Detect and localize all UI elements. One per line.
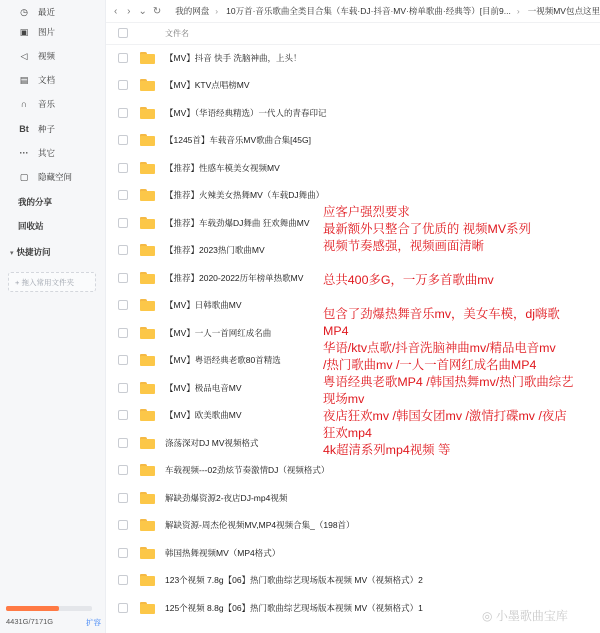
row-checkbox[interactable] xyxy=(118,383,128,393)
file-name[interactable]: 【MV】欧美歌曲MV xyxy=(165,410,242,420)
chevron-down-icon: ▾ xyxy=(10,250,14,257)
row-checkbox[interactable] xyxy=(118,245,128,255)
sidebar-item-my-share[interactable] xyxy=(0,190,105,214)
sidebar-item-label: 种子 xyxy=(38,124,56,134)
file-row[interactable] xyxy=(106,512,600,539)
file-name[interactable]: 【MV】（华语经典精选）一代人的青春印记 xyxy=(165,107,327,118)
folder-icon xyxy=(140,189,155,201)
lock-icon: ▢ xyxy=(19,171,29,182)
row-checkbox[interactable] xyxy=(118,135,128,145)
promo-line: 4k超清系列mp4视频 等 xyxy=(323,443,451,457)
sidebar-item-hidden-space[interactable] xyxy=(0,165,105,189)
file-name[interactable]: 【推荐】2023热门歌曲MV xyxy=(165,245,265,255)
chevron-right-icon: › xyxy=(516,6,520,16)
folder-icon xyxy=(140,574,155,586)
file-name[interactable]: 【MV】一人一首网红成名曲 xyxy=(165,327,272,338)
row-checkbox[interactable] xyxy=(118,273,128,283)
headphones-icon: ∩ xyxy=(20,99,28,109)
sidebar-item-label: 我的分享 xyxy=(18,197,53,207)
folder-icon xyxy=(140,52,155,64)
sidebar-item-label: 最近 xyxy=(38,7,56,17)
promo-line: 视频节奏感强，视频画面清晰 xyxy=(323,239,485,253)
row-checkbox[interactable] xyxy=(118,520,128,530)
row-checkbox[interactable] xyxy=(118,575,128,585)
row-checkbox[interactable] xyxy=(118,493,128,503)
sidebar-item-torrent[interactable] xyxy=(0,117,105,141)
promo-line xyxy=(323,255,593,272)
sidebar xyxy=(0,0,106,633)
file-row[interactable] xyxy=(106,457,600,484)
row-checkbox[interactable] xyxy=(118,53,128,63)
breadcrumb-current[interactable]: 一视频MV包点这里 xyxy=(527,6,600,16)
file-name[interactable]: 【1245首】车载音乐MV歌曲合集[45G] xyxy=(165,135,311,145)
folder-icon xyxy=(140,162,155,174)
promo-line: 包含了劲爆热舞音乐mv，美女车模，dj嗨歌 xyxy=(323,307,560,321)
breadcrumb-collection[interactable]: 10万首·音乐歌曲全类目合集（车载·DJ·抖音·MV·榜单歌曲·经典等）[目前9... xyxy=(226,6,511,16)
storage-usage-text: 4431G/7171G xyxy=(6,617,54,626)
file-name[interactable]: 涤荡深对DJ MV视频格式 xyxy=(165,437,259,448)
folder-icon xyxy=(140,217,155,229)
folder-icon xyxy=(140,327,155,339)
sidebar-item-label: 隐藏空间 xyxy=(38,172,73,182)
file-name[interactable]: 【MV】KTV点唱榜MV xyxy=(165,80,250,90)
sidebar-item-quick-access[interactable] xyxy=(0,240,105,264)
file-name[interactable]: 【推荐】性感车模美女视频MV xyxy=(165,162,280,173)
sidebar-item-recycle-bin[interactable] xyxy=(0,214,105,238)
row-checkbox[interactable] xyxy=(118,300,128,310)
file-row[interactable] xyxy=(106,99,600,126)
folder-icon xyxy=(140,244,155,256)
breadcrumb-root[interactable]: 我的网盘 xyxy=(175,6,210,16)
folder-icon xyxy=(140,354,155,366)
folder-icon xyxy=(140,547,155,559)
folder-icon xyxy=(140,107,155,119)
sidebar-item-music[interactable] xyxy=(0,92,105,116)
sidebar-item-label: 视频 xyxy=(38,51,56,61)
row-checkbox[interactable] xyxy=(118,355,128,365)
sidebar-item-label: ▾ 快捷访问 xyxy=(10,247,51,257)
folder-icon xyxy=(140,519,155,531)
folder-icon xyxy=(140,602,155,614)
sidebar-item-documents[interactable] xyxy=(0,68,105,92)
file-name[interactable]: 【推荐】2020-2022历年榜单热歌MV xyxy=(165,272,304,283)
promo-line xyxy=(323,289,593,306)
promo-line: MP4 xyxy=(323,324,349,338)
promo-line: 华语/ktv点歌/抖音洗脑神曲mv/精品电音mv xyxy=(323,341,556,355)
file-name[interactable]: 【MV】粤语经典老歌80首精选 xyxy=(165,355,281,365)
row-checkbox[interactable] xyxy=(118,548,128,558)
promo-line: 夜店狂欢mv /韩国女团mv /激情打碟mv /夜店 xyxy=(323,409,567,423)
image-icon: ▣ xyxy=(19,26,29,37)
promo-line: 狂欢mp4 xyxy=(323,426,372,440)
watermark: ◎ 小墨歌曲宝库 xyxy=(482,609,568,623)
row-checkbox[interactable] xyxy=(118,410,128,420)
promo-line: 粤语经典老歌MP4 /韩国热舞mv/热门歌曲综艺 xyxy=(323,375,574,389)
row-checkbox[interactable] xyxy=(118,438,128,448)
file-name[interactable]: 【推荐】车载劲爆DJ舞曲 狂欢舞曲MV xyxy=(165,217,310,228)
row-checkbox[interactable] xyxy=(118,328,128,338)
sidebar-item-video[interactable] xyxy=(0,44,105,68)
document-icon: ▤ xyxy=(19,74,29,85)
folder-icon xyxy=(140,272,155,284)
more-icon: ··· xyxy=(19,148,29,158)
row-checkbox[interactable] xyxy=(118,163,128,173)
file-list-header xyxy=(106,22,600,45)
chevron-right-icon: › xyxy=(215,6,219,16)
file-row[interactable] xyxy=(106,154,600,181)
folder-icon xyxy=(140,437,155,449)
file-row[interactable] xyxy=(106,44,600,71)
sidebar-item-label: 图片 xyxy=(38,27,56,37)
forward-button[interactable]: › xyxy=(127,5,131,17)
bt-icon: Bt xyxy=(19,124,29,134)
folder-icon xyxy=(140,409,155,421)
storage-progress-bar xyxy=(6,606,92,611)
folder-icon xyxy=(140,492,155,504)
file-row[interactable] xyxy=(106,539,600,566)
file-row[interactable] xyxy=(106,72,600,99)
sidebar-item-label: 文档 xyxy=(38,75,56,85)
file-row[interactable] xyxy=(106,567,600,594)
expand-storage-link[interactable]: 扩容 xyxy=(86,618,101,627)
promo-line: 最新额外只整合了优质的 视频MV系列 xyxy=(323,222,531,236)
row-checkbox[interactable] xyxy=(118,218,128,228)
sidebar-item-label: 其它 xyxy=(38,148,56,158)
file-row[interactable] xyxy=(106,127,600,154)
file-name[interactable]: 车载视频---02劲炫节奏激情DJ（视频格式） xyxy=(165,465,330,475)
storage-progress-fill xyxy=(6,606,59,611)
column-header-name[interactable]: 文件名 xyxy=(165,28,189,38)
file-name[interactable]: 解缺资源-周杰伦视频MV,MP4视频合集_（198首） xyxy=(165,520,355,530)
row-checkbox[interactable] xyxy=(118,190,128,200)
row-checkbox[interactable] xyxy=(118,465,128,475)
sidebar-item-other[interactable] xyxy=(0,141,105,165)
folder-icon xyxy=(140,382,155,394)
folder-icon xyxy=(140,134,155,146)
promo-overlay-text xyxy=(323,204,593,459)
file-name[interactable]: 【MV】日韩歌曲MV xyxy=(165,300,242,310)
file-name[interactable]: 解缺劲爆资源2-夜店DJ-mp4视频 xyxy=(165,492,288,503)
weibo-icon: ◎ xyxy=(482,609,496,623)
row-checkbox[interactable] xyxy=(118,603,128,613)
file-name[interactable]: 【推荐】火辣美女热舞MV（车载DJ舞曲） xyxy=(165,190,325,200)
file-name[interactable]: 【MV】极品电音MV xyxy=(165,382,242,393)
file-name[interactable]: 韩国热舞视频MV（MP4格式） xyxy=(165,547,281,558)
row-checkbox[interactable] xyxy=(118,80,128,90)
video-icon: ◁ xyxy=(20,50,28,61)
file-name[interactable]: 【MV】抖音 快手 洗脑神曲，上头！ xyxy=(165,52,302,63)
file-name[interactable]: 123个视频 7.8g【06】热门歌曲综艺现场版本视频 MV（视频格式）2 xyxy=(165,575,423,585)
file-name[interactable]: 125个视频 8.8g【06】热门歌曲综艺现场版本视频 MV（视频格式）1 xyxy=(165,602,423,613)
sidebar-item-label: 音乐 xyxy=(38,99,56,109)
promo-line: 总共400多G，一万多首歌曲mv xyxy=(323,273,494,287)
promo-line: 现场mv xyxy=(323,392,365,406)
add-quick-access-dropzone[interactable]: + 拖入常用文件夹 xyxy=(8,272,96,292)
row-checkbox[interactable] xyxy=(118,108,128,118)
navigation-bar xyxy=(106,0,600,23)
clock-icon: ◷ xyxy=(20,6,28,17)
back-button[interactable]: ‹ xyxy=(113,5,118,17)
file-row[interactable] xyxy=(106,484,600,511)
sidebar-item-label: 回收站 xyxy=(18,221,44,231)
select-all-checkbox[interactable] xyxy=(118,28,128,38)
folder-icon xyxy=(140,79,155,91)
sidebar-item-images[interactable] xyxy=(0,20,105,44)
history-dropdown-button[interactable]: ⌄ xyxy=(138,5,147,17)
promo-line: /热门歌曲mv /一人一首网红成名曲MP4 xyxy=(323,358,537,372)
refresh-button[interactable]: ↻ xyxy=(152,5,162,17)
folder-icon xyxy=(140,464,155,476)
promo-line: 应客户强烈要求 xyxy=(323,205,410,219)
folder-icon xyxy=(140,299,155,311)
